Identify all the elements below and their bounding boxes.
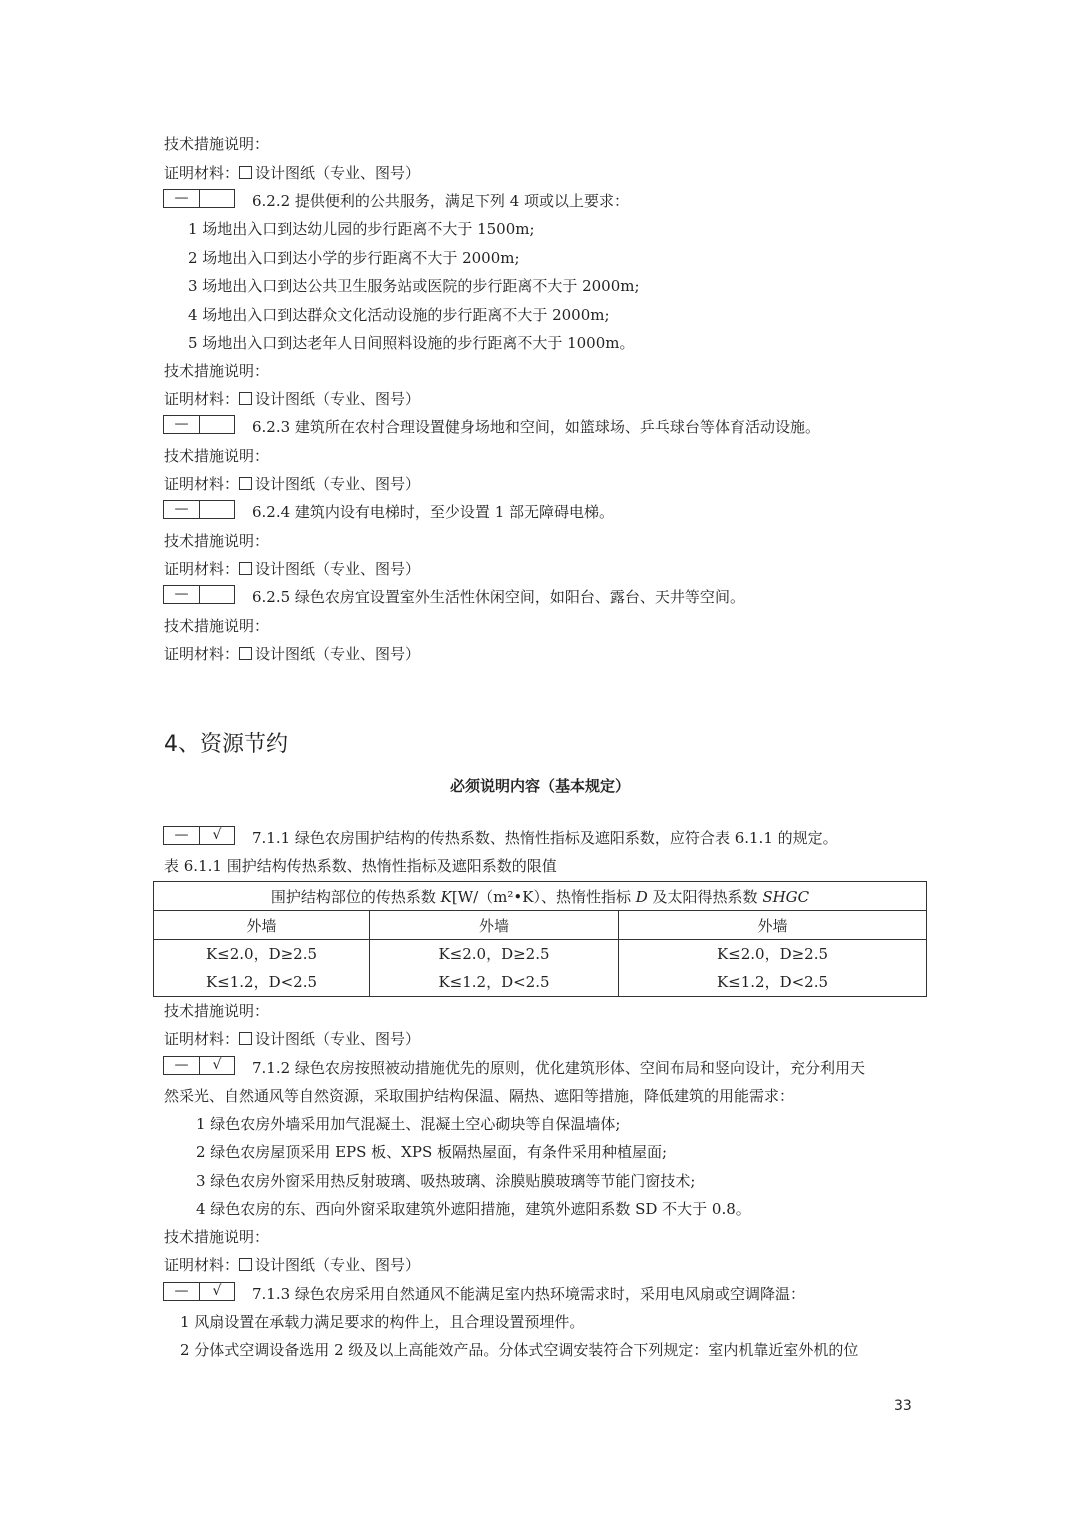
- mark-dash: —: [174, 1057, 189, 1073]
- item-7-1-2-sub: 1 绿色农房外墙采用加气混凝土、混凝土空心砌块等自保温墙体;: [196, 1115, 621, 1133]
- item-6-2-2-title: 6.2.2 提供便利的公共服务，满足下列 4 项或以上要求：: [252, 192, 630, 210]
- proof-label: 证明材料：: [164, 164, 240, 182]
- page-number: 33: [894, 1398, 912, 1414]
- item-7-1-2-line2: 然采光、自然通风等自然资源，采取围护结构保温、隔热、遮阳等措施，降低建筑的用能需求：: [164, 1087, 795, 1105]
- table-cell: K≤2.0，D≥2.5 K≤1.2，D<2.5: [370, 940, 619, 997]
- proof-item: 设计图纸（专业、图号）: [255, 560, 421, 578]
- item-7-1-3-sub: 2 分体式空调设备选用 2 级及以上高能效产品。分体式空调安装符合下列规定：室内机靠近室外机的位: [180, 1341, 859, 1359]
- tech-label: 技术措施说明：: [164, 135, 270, 153]
- proof-line: [164, 474, 420, 494]
- mark-empty: [199, 416, 234, 433]
- item-7-1-2-sub: 2 绿色农房屋顶采用 EPS 板、XPS 板隔热屋面，有条件采用种植屋面;: [196, 1143, 668, 1161]
- mark-check: √: [199, 1283, 234, 1300]
- proof-item: 设计图纸（专业、图号）: [255, 645, 421, 663]
- mark-dash: —: [174, 416, 189, 432]
- proof-label: 证明材料：: [164, 390, 240, 408]
- proof-line: [164, 163, 420, 183]
- tech-label: 技术措施说明：: [164, 532, 270, 550]
- checkbox-icon[interactable]: [239, 647, 252, 660]
- proof-item: 设计图纸（专业、图号）: [255, 475, 421, 493]
- mark-box[interactable]: [163, 1282, 235, 1301]
- tech-label: 技术措施说明：: [164, 447, 270, 465]
- column-header: 外墙: [154, 911, 370, 940]
- proof-item: 设计图纸（专业、图号）: [255, 390, 421, 408]
- mark-empty: [199, 586, 234, 603]
- tech-label: 技术措施说明：: [164, 1228, 270, 1246]
- proof-label: 证明材料：: [164, 645, 240, 663]
- checkbox-icon[interactable]: [239, 392, 252, 405]
- item-6-2-3-title: 6.2.3 建筑所在农村合理设置健身场地和空间，如篮球场、乒乓球台等体育活动设施。: [252, 418, 820, 436]
- section-subheading: 必须说明内容（基本规定）: [449, 777, 630, 795]
- mark-dash: —: [174, 1283, 189, 1299]
- item-6-2-4-title: 6.2.4 建筑内设有电梯时，至少设置 1 部无障碍电梯。: [252, 503, 615, 521]
- proof-item: 设计图纸（专业、图号）: [255, 1256, 421, 1274]
- mark-dash: —: [174, 190, 189, 206]
- proof-line: [164, 1255, 420, 1275]
- section-heading: 4、资源节约: [164, 732, 288, 757]
- checkbox-icon[interactable]: [239, 166, 252, 179]
- item-7-1-3-title: 7.1.3 绿色农房采用自然通风不能满足室内热环境需求时，采用电风扇或空调降温：: [252, 1285, 805, 1303]
- proof-item: 设计图纸（专业、图号）: [255, 164, 421, 182]
- item-7-1-1-title: 7.1.1 绿色农房围护结构的传热系数、热惰性指标及遮阳系数，应符合表 6.1.1 的规定。: [252, 829, 838, 847]
- proof-label: 证明材料：: [164, 1030, 240, 1048]
- tech-label: 技术措施说明：: [164, 362, 270, 380]
- item-7-1-2-sub: 3 绿色农房外窗采用热反射玻璃、吸热玻璃、涂膜贴膜玻璃等节能门窗技术;: [196, 1172, 696, 1190]
- item-6-2-5-title: 6.2.5 绿色农房宜设置室外生活性休闲空间，如阳台、露台、天井等空间。: [252, 588, 745, 606]
- mark-dash: —: [174, 586, 189, 602]
- table-header: 围护结构部位的传热系数 K[W/（m²•K）、热惰性指标 D 及太阳得热系数 SHGC: [154, 882, 927, 911]
- mark-check: √: [199, 827, 234, 844]
- checkbox-icon[interactable]: [239, 1032, 252, 1045]
- column-header: 外墙: [619, 911, 927, 940]
- table-cell: K≤2.0，D≥2.5 K≤1.2，D<2.5: [154, 940, 370, 997]
- mark-dash: —: [174, 827, 189, 843]
- proof-label: 证明材料：: [164, 560, 240, 578]
- item-6-2-2-sub: 1 场地出入口到达幼儿园的步行距离不大于 1500m;: [188, 220, 535, 238]
- limit-table: [153, 881, 927, 997]
- proof-line: [164, 644, 420, 664]
- checkbox-icon[interactable]: [239, 1258, 252, 1271]
- item-6-2-2-sub: 3 场地出入口到达公共卫生服务站或医院的步行距离不大于 2000m;: [188, 277, 640, 295]
- mark-box[interactable]: [163, 415, 235, 434]
- item-7-1-2-line1: 7.1.2 绿色农房按照被动措施优先的原则，优化建筑形体、空间布局和竖向设计，充分利用天: [252, 1059, 865, 1077]
- mark-box[interactable]: [163, 585, 235, 604]
- mark-box[interactable]: [163, 1056, 235, 1075]
- item-7-1-2-sub: 4 绿色农房的东、西向外窗采取建筑外遮阳措施，建筑外遮阳系数 SD 不大于 0.8。: [196, 1200, 751, 1218]
- item-6-2-2-sub: 5 场地出入口到达老年人日间照料设施的步行距离不大于 1000m。: [188, 334, 635, 352]
- mark-box[interactable]: [163, 826, 235, 845]
- table-caption: 表 6.1.1 围护结构传热系数、热惰性指标及遮阳系数的限值: [164, 857, 557, 875]
- proof-line: [164, 559, 420, 579]
- mark-dash: —: [174, 501, 189, 517]
- tech-label: 技术措施说明：: [164, 1002, 270, 1020]
- table-cell: K≤2.0，D≥2.5 K≤1.2，D<2.5: [619, 940, 927, 997]
- mark-check: √: [199, 1057, 234, 1074]
- mark-empty: [199, 190, 234, 207]
- item-6-2-2-sub: 2 场地出入口到达小学的步行距离不大于 2000m;: [188, 249, 520, 267]
- proof-line: [164, 389, 420, 409]
- tech-label: 技术措施说明：: [164, 617, 270, 635]
- mark-box[interactable]: [163, 189, 235, 208]
- column-header: 外墙: [370, 911, 619, 940]
- proof-label: 证明材料：: [164, 1256, 240, 1274]
- mark-empty: [199, 501, 234, 518]
- checkbox-icon[interactable]: [239, 562, 252, 575]
- item-7-1-3-sub: 1 风扇设置在承载力满足要求的构件上，且合理设置预埋件。: [180, 1313, 585, 1331]
- item-6-2-2-sub: 4 场地出入口到达群众文化活动设施的步行距离不大于 2000m;: [188, 306, 610, 324]
- proof-label: 证明材料：: [164, 475, 240, 493]
- checkbox-icon[interactable]: [239, 477, 252, 490]
- proof-line: [164, 1029, 420, 1049]
- mark-box[interactable]: [163, 500, 235, 519]
- proof-item: 设计图纸（专业、图号）: [255, 1030, 421, 1048]
